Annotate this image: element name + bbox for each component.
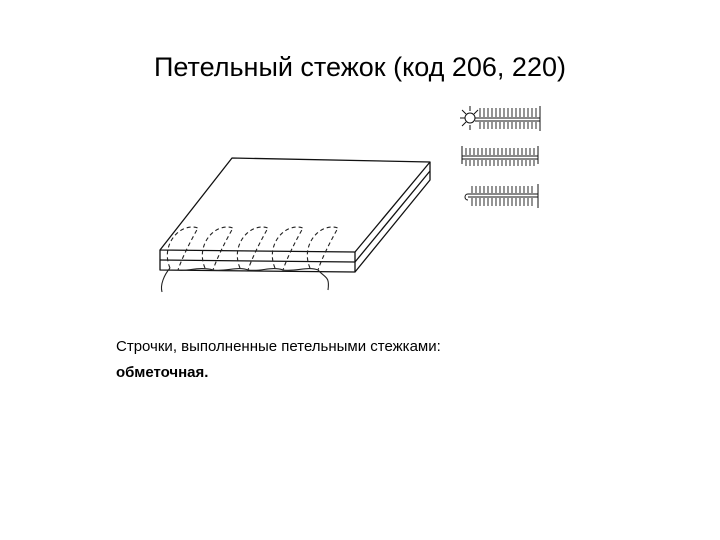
- caption: [116, 334, 636, 386]
- caption-line: Строчки, выполненные петельными стежками:: [116, 338, 441, 355]
- fabric-stitch-illustration: [150, 150, 440, 300]
- slide-title: Петельный стежок (код 206, 220): [154, 52, 566, 82]
- caption-emphasis: обметочная.: [116, 364, 209, 381]
- stitch-samples: [440, 98, 550, 218]
